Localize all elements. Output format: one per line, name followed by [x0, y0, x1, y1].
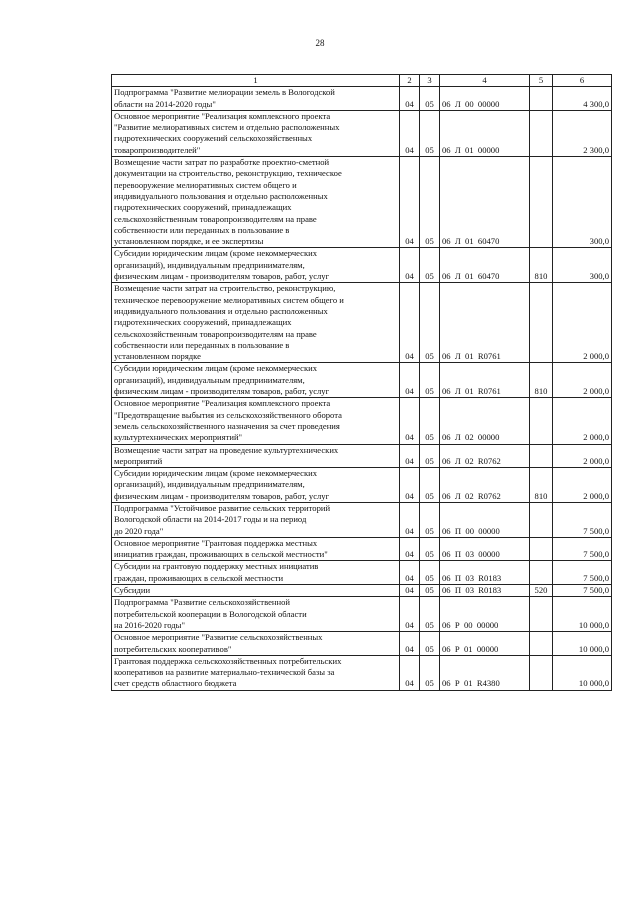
header-subsection: 3 [420, 75, 440, 87]
row-amount: 4 300,0 [553, 87, 612, 111]
row-subsection: 05 [420, 561, 440, 585]
row-subsection: 05 [420, 283, 440, 363]
row-name: Подпрограмма "Развитие сельскохозяйственной потребительской кооперации в Вологодской области на 2016-2020 годы" [112, 597, 400, 632]
table-row [112, 398, 612, 444]
row-amount: 2 000,0 [553, 398, 612, 444]
header-name: 1 [112, 75, 400, 87]
row-section: 04 [400, 468, 420, 503]
row-section: 04 [400, 363, 420, 398]
row-section: 04 [400, 655, 420, 690]
row-target-article: 06 Р 01 R4380 [440, 655, 530, 690]
row-expense-type [530, 597, 553, 632]
row-section: 04 [400, 283, 420, 363]
row-target-article: 06 Л 00 00000 [440, 87, 530, 111]
row-section: 04 [400, 502, 420, 537]
table-row [112, 444, 612, 468]
row-subsection: 05 [420, 585, 440, 597]
header-expense-type: 5 [530, 75, 553, 87]
row-target-article: 06 П 03 00000 [440, 537, 530, 561]
row-target-article: 06 Л 01 60470 [440, 157, 530, 248]
table-row [112, 585, 612, 597]
row-subsection: 05 [420, 444, 440, 468]
row-subsection: 05 [420, 248, 440, 283]
row-section: 04 [400, 157, 420, 248]
row-name: Подпрограмма "Развитие мелиорации земель в Вологодской области на 2014-2020 годы" [112, 87, 400, 111]
row-target-article: 06 П 00 00000 [440, 502, 530, 537]
row-section: 04 [400, 444, 420, 468]
row-amount: 2 000,0 [553, 363, 612, 398]
row-expense-type: 520 [530, 585, 553, 597]
row-amount: 7 500,0 [553, 585, 612, 597]
row-target-article: 06 Л 02 R0762 [440, 468, 530, 503]
row-section: 04 [400, 87, 420, 111]
row-name: Грантовая поддержка сельскохозяйственных потребительских кооперативов на развитие материально-технической базы за счет средств областного бюджета [112, 655, 400, 690]
table-row [112, 283, 612, 363]
row-expense-type [530, 655, 553, 690]
row-name: Субсидии юридическим лицам (кроме некоммерческих организаций), индивидуальным предпринимателям, физическим лицам - производителям товаров, работ, услуг [112, 468, 400, 503]
table-row [112, 537, 612, 561]
row-section: 04 [400, 585, 420, 597]
row-section: 04 [400, 110, 420, 156]
row-section: 04 [400, 248, 420, 283]
row-subsection: 05 [420, 398, 440, 444]
row-section: 04 [400, 632, 420, 656]
table-row [112, 157, 612, 248]
row-target-article: 06 Р 01 00000 [440, 632, 530, 656]
row-name: Субсидии юридическим лицам (кроме некоммерческих организаций), индивидуальным предпринимателям, физическим лицам - производителям товаров, работ, услуг [112, 248, 400, 283]
row-target-article: 06 Л 02 R0762 [440, 444, 530, 468]
row-expense-type [530, 632, 553, 656]
row-target-article: 06 Л 01 00000 [440, 110, 530, 156]
table-row [112, 655, 612, 690]
row-target-article: 06 Л 01 60470 [440, 248, 530, 283]
row-amount: 2 000,0 [553, 468, 612, 503]
row-expense-type [530, 537, 553, 561]
row-expense-type [530, 87, 553, 111]
row-expense-type [530, 283, 553, 363]
row-target-article: 06 Л 01 R0761 [440, 283, 530, 363]
table-row [112, 248, 612, 283]
row-expense-type: 810 [530, 363, 553, 398]
row-subsection: 05 [420, 157, 440, 248]
row-section: 04 [400, 537, 420, 561]
row-target-article: 06 Л 02 00000 [440, 398, 530, 444]
header-target-article: 4 [440, 75, 530, 87]
page-number: 28 [315, 38, 325, 48]
row-name: Основное мероприятие "Реализация комплексного проекта "Предотвращение выбытия из сельскохозяйственного оборота земель сельскохозяйственного назначения за счет проведения культуртехнических мероприятий" [112, 398, 400, 444]
row-amount: 300,0 [553, 248, 612, 283]
row-expense-type [530, 561, 553, 585]
row-amount: 300,0 [553, 157, 612, 248]
row-amount: 10 000,0 [553, 632, 612, 656]
row-expense-type [530, 398, 553, 444]
row-expense-type [530, 110, 553, 156]
row-target-article: 06 П 03 R0183 [440, 561, 530, 585]
row-name: Возмещение части затрат по разработке проектно-сметной документации на строительство, реконструкцию, техническое перевооружение мелиоративных систем общего и индивидуального пользования и отдельно расположенных гидротехнических сооружений, принадлежащих сельскохозяйственным товаропроизводителям на праве собственности или переданных в пользование в установленном порядке, и ее экспертизы [112, 157, 400, 248]
row-expense-type [530, 444, 553, 468]
row-name: Подпрограмма "Устойчивое развитие сельских территорий Вологодской области на 2014-2017 годы и на период до 2020 года" [112, 502, 400, 537]
row-name: Основное мероприятие "Реализация комплексного проекта "Развитие мелиоративных систем и отдельно расположенных гидротехнических сооружений сельскохозяйственных товаропроизводителей" [112, 110, 400, 156]
row-name: Основное мероприятие "Развитие сельскохозяйственных потребительских кооперативов" [112, 632, 400, 656]
row-subsection: 05 [420, 597, 440, 632]
row-amount: 2 300,0 [553, 110, 612, 156]
table-row [112, 502, 612, 537]
table-row [112, 468, 612, 503]
row-expense-type [530, 157, 553, 248]
table-row [112, 110, 612, 156]
row-name: Субсидии [112, 585, 400, 597]
row-amount: 7 500,0 [553, 502, 612, 537]
row-amount: 2 000,0 [553, 283, 612, 363]
row-expense-type: 810 [530, 248, 553, 283]
row-subsection: 05 [420, 502, 440, 537]
row-section: 04 [400, 561, 420, 585]
row-subsection: 05 [420, 110, 440, 156]
row-name: Возмещение части затрат на проведение культуртехнических мероприятий [112, 444, 400, 468]
header-row [112, 75, 612, 87]
row-amount: 7 500,0 [553, 561, 612, 585]
row-name: Субсидии на грантовую поддержку местных инициатив граждан, проживающих в сельской местности [112, 561, 400, 585]
table-row [112, 87, 612, 111]
budget-table [111, 74, 612, 691]
row-amount: 7 500,0 [553, 537, 612, 561]
row-subsection: 05 [420, 363, 440, 398]
row-subsection: 05 [420, 87, 440, 111]
row-target-article: 06 Л 01 R0761 [440, 363, 530, 398]
row-expense-type: 810 [530, 468, 553, 503]
row-target-article: 06 Р 00 00000 [440, 597, 530, 632]
table-row [112, 363, 612, 398]
row-name: Основное мероприятие "Грантовая поддержка местных инициатив граждан, проживающих в сельской местности" [112, 537, 400, 561]
row-section: 04 [400, 597, 420, 632]
row-subsection: 05 [420, 632, 440, 656]
row-section: 04 [400, 398, 420, 444]
row-expense-type [530, 502, 553, 537]
row-name: Возмещение части затрат на строительство, реконструкцию, техническое перевооружение мелиоративных систем общего и индивидуального пользования и отдельно расположенных гидротехнических сооружений, принадлежащих сельскохозяйственным товаропроизводителям на праве собственности или переданных в пользование в установленном порядке [112, 283, 400, 363]
header-amount: 6 [553, 75, 612, 87]
row-amount: 10 000,0 [553, 655, 612, 690]
header-section: 2 [400, 75, 420, 87]
row-amount: 2 000,0 [553, 444, 612, 468]
row-amount: 10 000,0 [553, 597, 612, 632]
row-subsection: 05 [420, 655, 440, 690]
table-row [112, 597, 612, 632]
table-row [112, 632, 612, 656]
row-target-article: 06 П 03 R0183 [440, 585, 530, 597]
row-name: Субсидии юридическим лицам (кроме некоммерческих организаций), индивидуальным предпринимателям, физическим лицам - производителям товаров, работ, услуг [112, 363, 400, 398]
row-subsection: 05 [420, 537, 440, 561]
row-subsection: 05 [420, 468, 440, 503]
table-row [112, 561, 612, 585]
